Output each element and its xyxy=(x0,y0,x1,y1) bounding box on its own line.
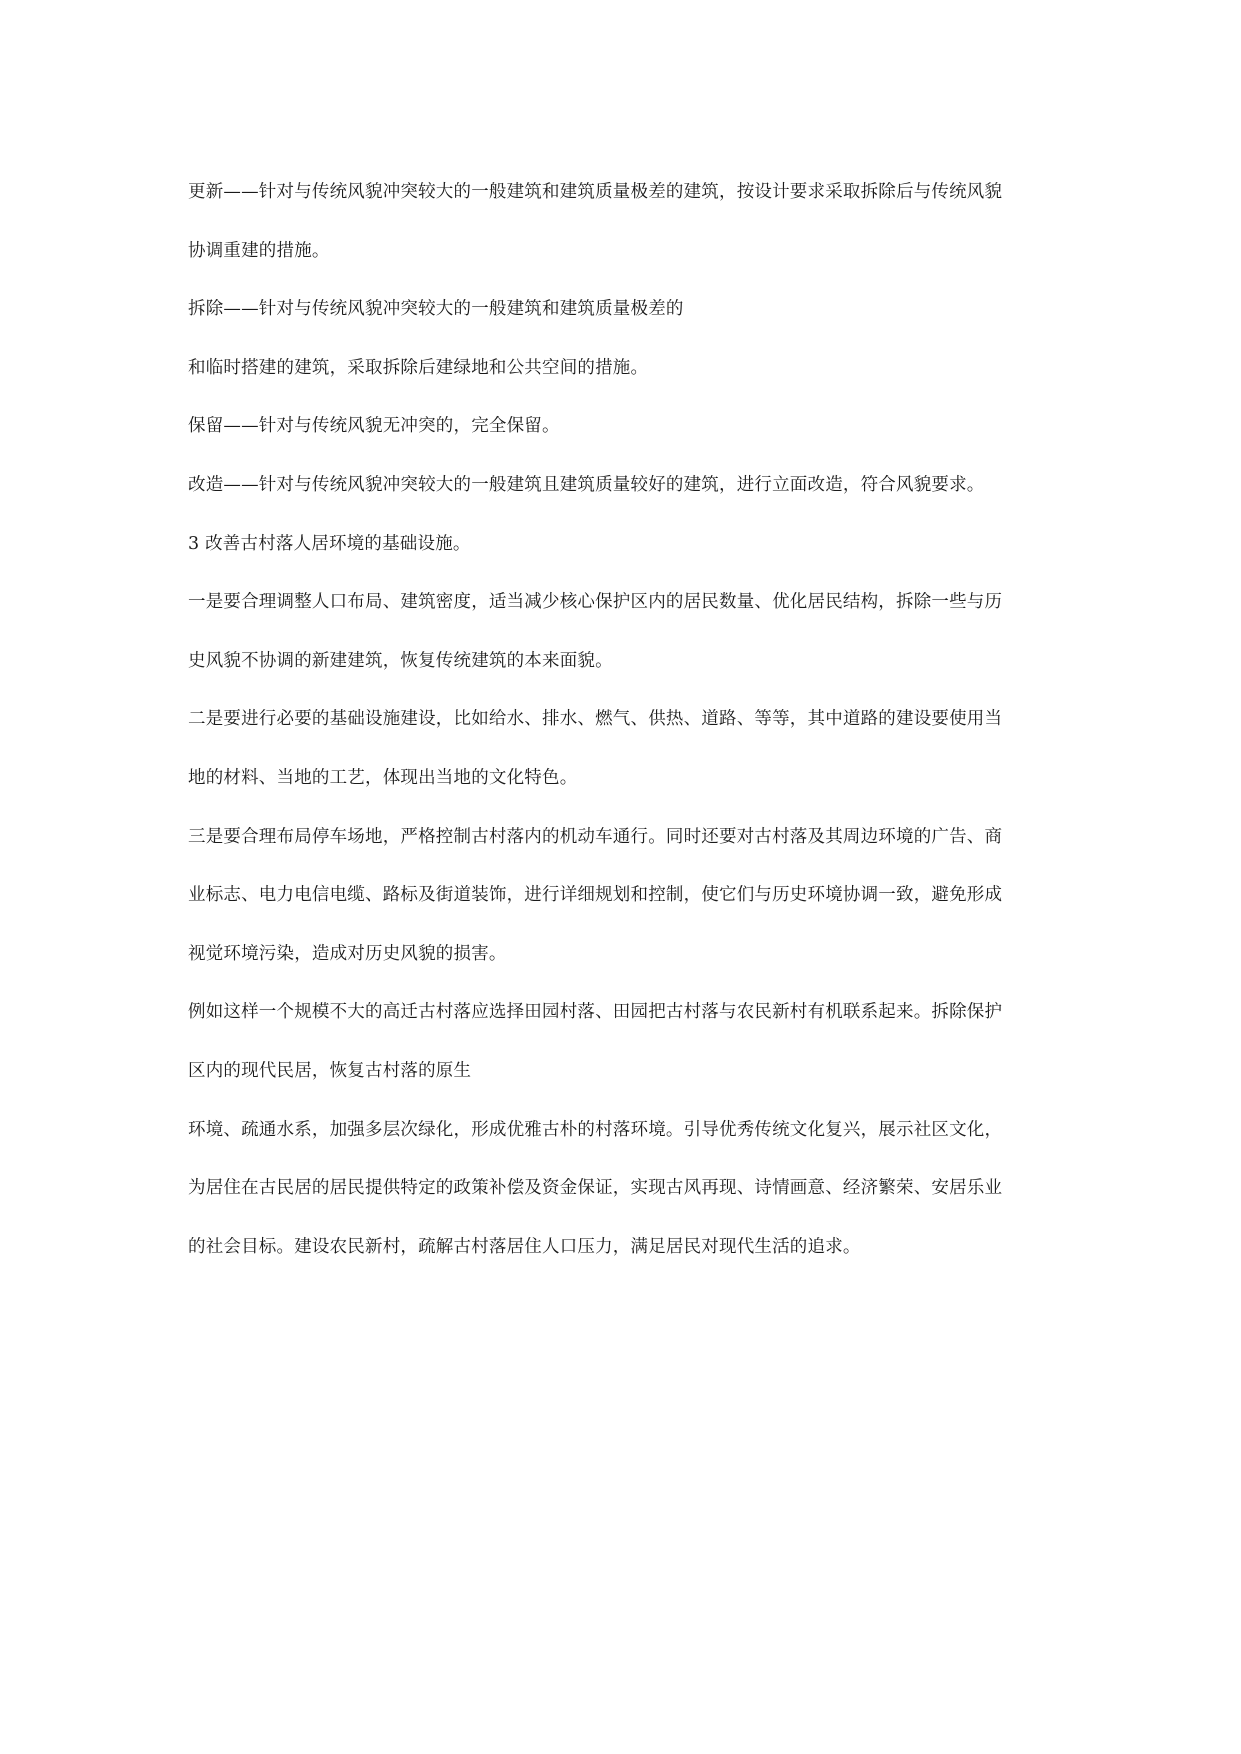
text-line: 为居住在古民居的居民提供特定的政策补偿及资金保证，实现古风再现、诗情画意、经济繁荣、安居乐业 xyxy=(188,1178,1003,1199)
text-line: 更新——针对与传统风貌冲突较大的一般建筑和建筑质量极差的建筑，按设计要求采取拆除后与传统风貌 xyxy=(188,182,1003,202)
text-line: 业标志、电力电信电缆、路标及街道装饰，进行详细规划和控制，使它们与历史环境协调一致，避免形成 xyxy=(188,885,1003,906)
text-line: 三是要合理布局停车场地，严格控制古村落内的机动车通行。同时还要对古村落及其周边环境的广告、商 xyxy=(188,826,1003,847)
text-line: 和临时搭建的建筑，采取拆除后建绿地和公共空间的措施。 xyxy=(188,357,649,378)
text-line: 区内的现代民居，恢复古村落的原生 xyxy=(188,1060,472,1081)
text-line: 二是要进行必要的基础设施建设，比如给水、排水、燃气、供热、道路、等等，其中道路的建设要使用当 xyxy=(188,709,1003,730)
text-line: 保留——针对与传统风貌无冲突的，完全保留。 xyxy=(188,416,560,437)
text-line: 的社会目标。建设农民新村，疏解古村落居住人口压力，满足居民对现代生活的追求。 xyxy=(188,1236,861,1257)
text-line: 例如这样一个规模不大的高迁古村落应选择田园村落、田园把古村落与农民新村有机联系起来。拆除保护 xyxy=(188,1002,1003,1023)
text-line: 地的材料、当地的工艺，体现出当地的文化特色。 xyxy=(188,767,578,788)
text-line: 一是要合理调整人口布局、建筑密度，适当减少核心保护区内的居民数量、优化居民结构，拆除一些与历 xyxy=(188,592,1003,613)
text-line: 协调重建的措施。 xyxy=(188,240,330,261)
text-line: 拆除——针对与传统风貌冲突较大的一般建筑和建筑质量极差的 xyxy=(188,299,684,320)
text-line: 视觉环境污染，造成对历史风貌的损害。 xyxy=(188,943,507,964)
text-line: 环境、疏通水系，加强多层次绿化，形成优雅古朴的村落环境。引导优秀传统文化复兴，展示社区文化， xyxy=(188,1119,1003,1140)
text-line: 史风貌不协调的新建建筑，恢复传统建筑的本来面貌。 xyxy=(188,650,613,671)
text-line: 改造——针对与传统风貌冲突较大的一般建筑且建筑质量较好的建筑，进行立面改造，符合风貌要求。 xyxy=(188,474,985,495)
document-body xyxy=(188,163,1068,1276)
section-heading: 3 改善古村落人居环境的基础设施。 xyxy=(188,533,471,554)
